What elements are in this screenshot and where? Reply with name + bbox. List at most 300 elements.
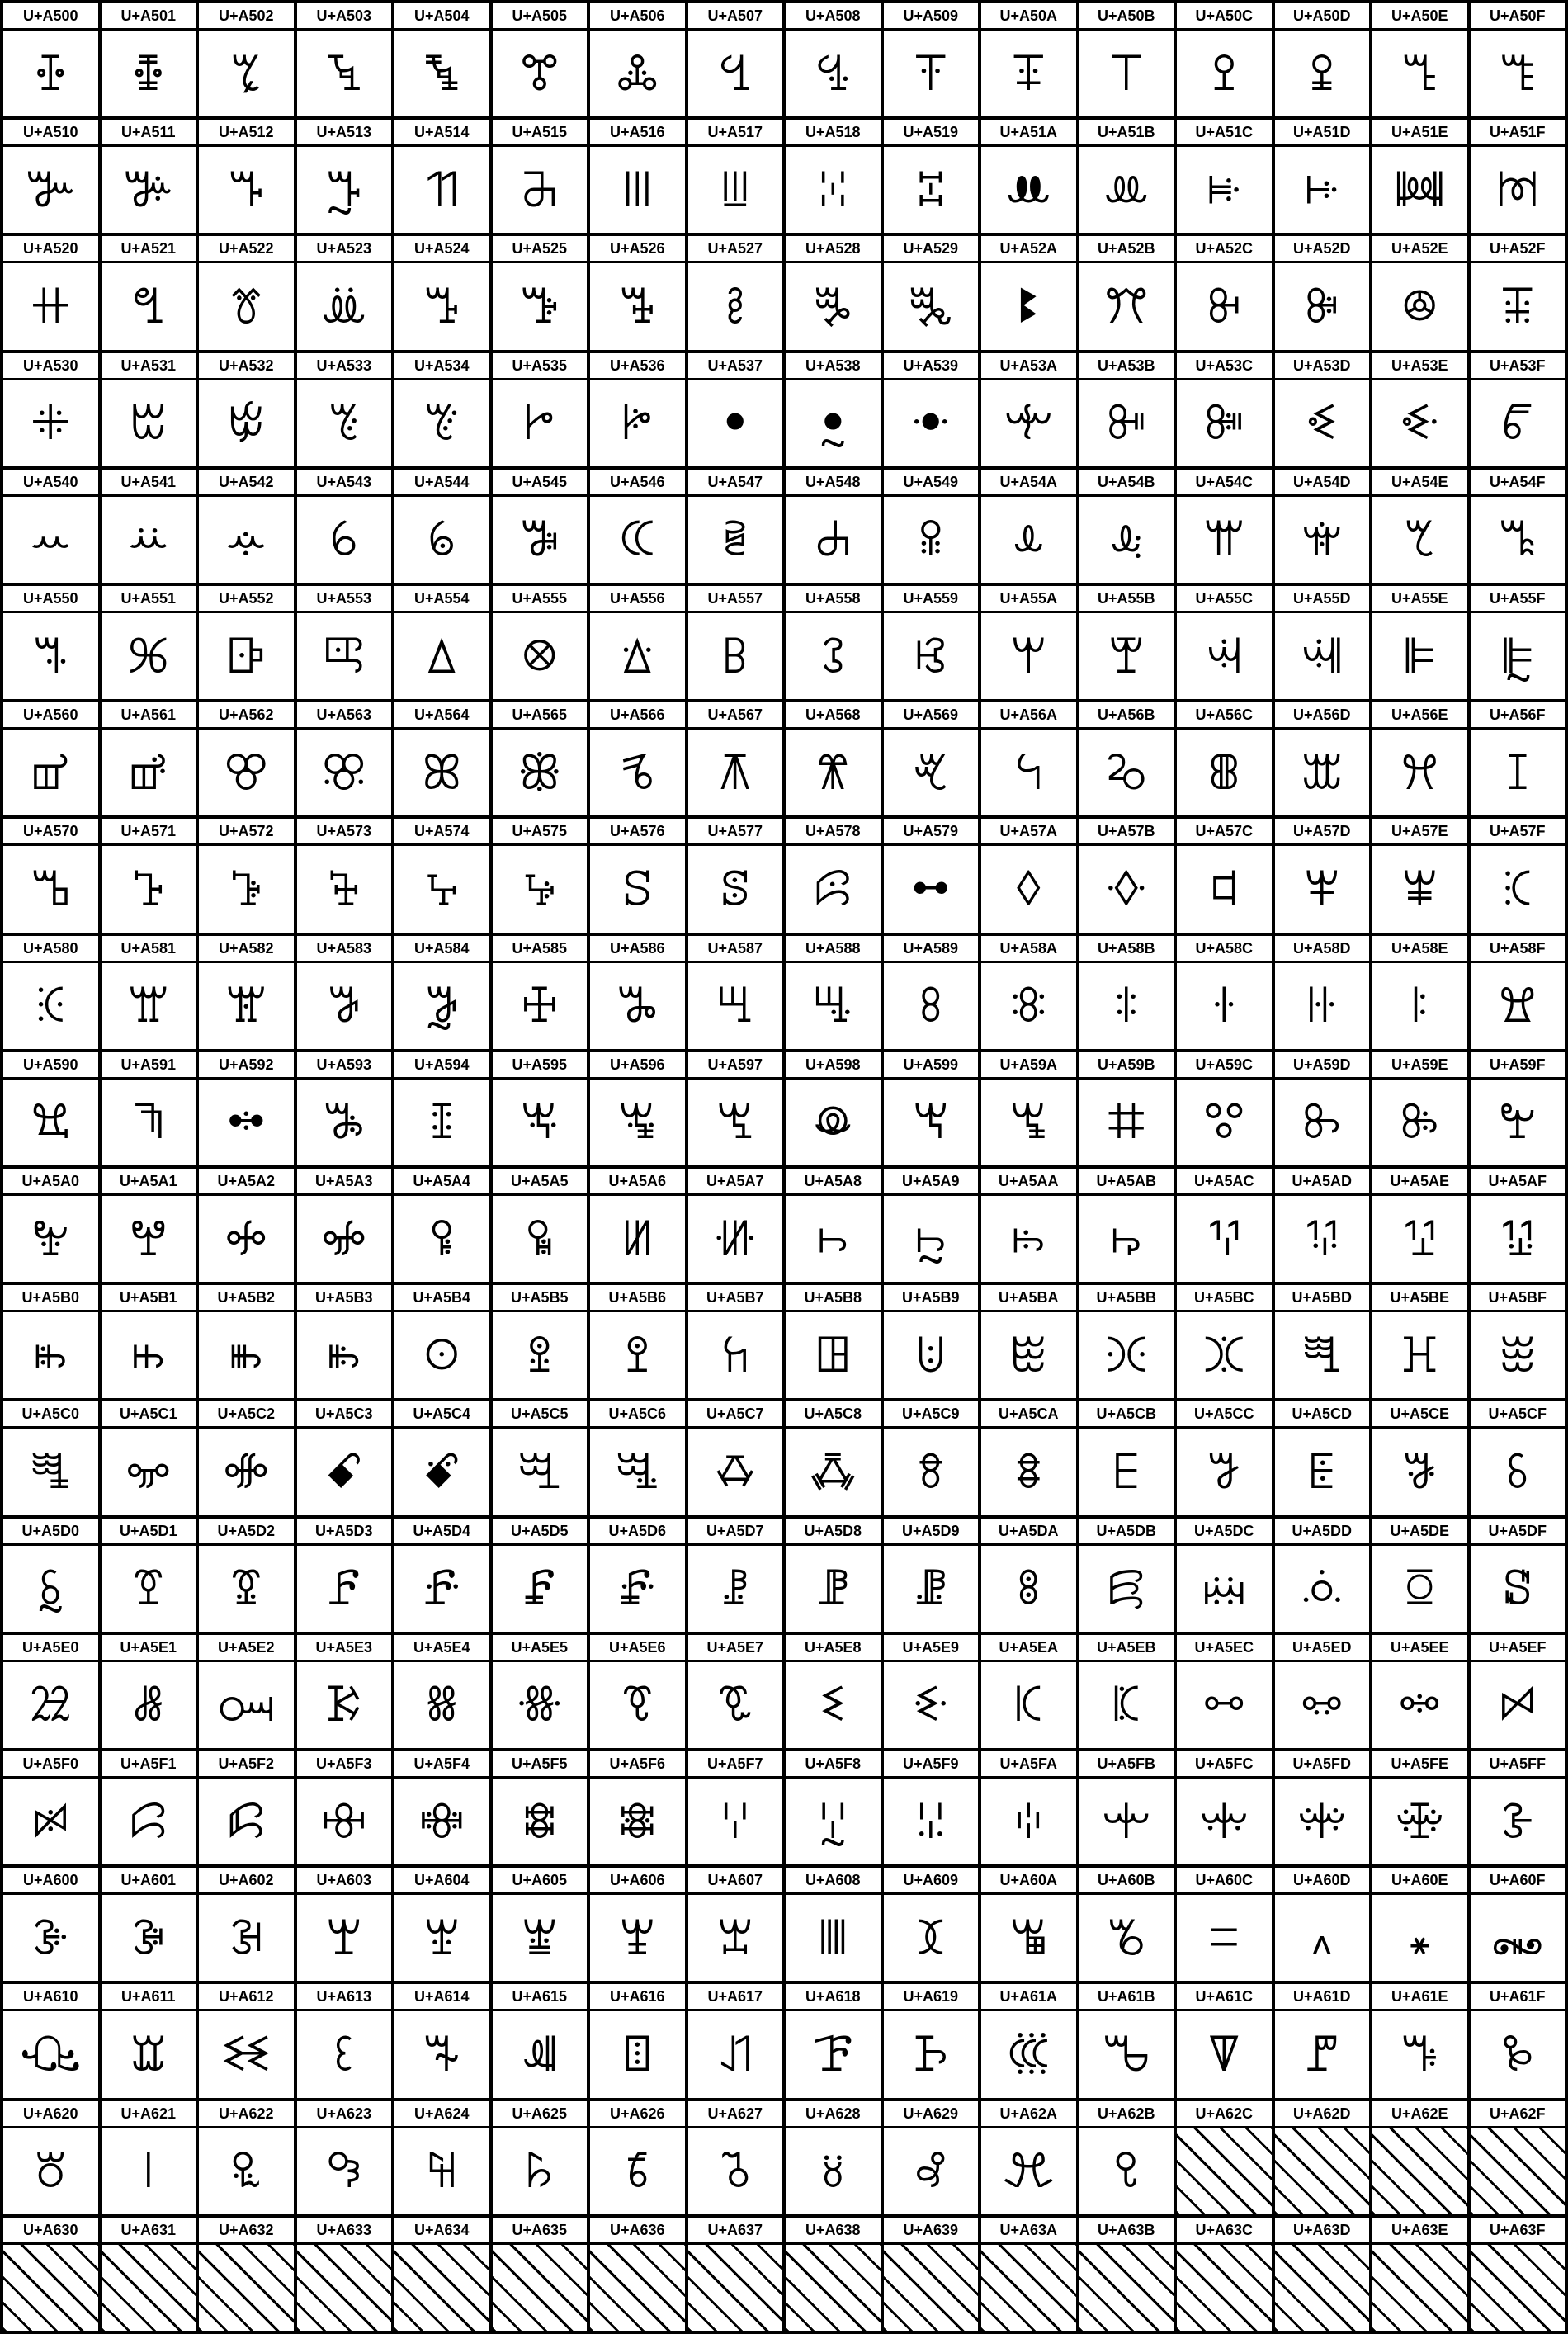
glyph: ꖂ [224, 977, 267, 1034]
glyph: ꗝ [1300, 1560, 1344, 1617]
codepoint-label: U+A521 [102, 236, 196, 263]
glyph: ꗙ [913, 1560, 948, 1617]
codepoint-label: U+A55A [981, 586, 1076, 613]
unassigned-cell [1275, 2101, 1370, 2214]
codepoint-label: U+A5F1 [102, 1751, 196, 1779]
glyph-cell [590, 1285, 685, 1398]
codepoint-label: U+A5B1 [102, 1285, 196, 1312]
glyph: ꖳ [326, 1326, 362, 1383]
glyph: ꕢ [223, 744, 269, 801]
glyph-cell [1372, 819, 1467, 932]
codepoint-label: U+A53E [1372, 353, 1467, 380]
glyph: ꔪ [1017, 277, 1040, 334]
glyph: ꔊ [1010, 45, 1046, 102]
glyph: ꕮ [1400, 744, 1439, 801]
glyph: ꕰ [30, 860, 71, 917]
codepoint-label: U+A529 [884, 236, 979, 263]
unassigned-cell [1471, 2218, 1566, 2331]
glyph-cell [3, 236, 98, 349]
glyph-cell [297, 353, 392, 466]
codepoint-label: U+A502 [199, 3, 294, 31]
codepoint-label: U+A511 [102, 120, 196, 147]
glyph: ꕠ [31, 744, 71, 801]
glyph: ꗓ [326, 1560, 362, 1617]
codepoint-label: U+A5C6 [590, 1401, 685, 1429]
codepoint-label: U+A629 [884, 2101, 979, 2128]
glyph-cell [688, 1984, 783, 2097]
codepoint-label: U+A622 [199, 2101, 294, 2128]
glyph-cell [688, 1052, 783, 1165]
codepoint-label: U+A50E [1372, 3, 1467, 31]
glyph: ꗞ [1404, 1560, 1436, 1617]
codepoint-label: U+A5E9 [884, 1635, 979, 1662]
glyph-cell [199, 1868, 294, 1981]
glyph: ꕳ [327, 860, 361, 917]
glyph: ꗎ [1401, 1443, 1438, 1500]
glyph-cell [1471, 819, 1566, 932]
codepoint-label: U+A534 [394, 353, 489, 380]
codepoint-label: U+A564 [394, 702, 489, 730]
glyph: ꖷ [720, 1326, 749, 1383]
glyph-cell [1177, 1519, 1272, 1632]
codepoint-label: U+A5A1 [102, 1169, 196, 1196]
glyph: ꔗ [720, 161, 750, 218]
glyph-cell [1275, 1401, 1370, 1514]
glyph: ꕒ [226, 627, 267, 684]
glyph: ꕲ [229, 860, 263, 917]
glyph-cell [688, 2101, 783, 2214]
glyph: ꕿ [1502, 860, 1533, 917]
codepoint-label: U+A5D2 [199, 1519, 294, 1546]
glyph-cell [1372, 1401, 1467, 1514]
glyph: ꕾ [1400, 860, 1438, 917]
glyph: ꔤ [423, 277, 460, 334]
glyph: ꕧ [717, 744, 753, 801]
glyph-cell [102, 702, 196, 815]
glyph-cell [981, 470, 1076, 583]
glyph: ꗲ [226, 1793, 266, 1850]
glyph-cell [1275, 586, 1370, 699]
glyph-cell [102, 1868, 196, 1981]
codepoint-label: U+A63E [1372, 2218, 1467, 2245]
glyph: ꗵ [522, 1793, 557, 1850]
glyph: ꖍ [1306, 977, 1338, 1034]
glyph: ꔣ [320, 277, 368, 334]
glyph-cell [199, 819, 294, 932]
codepoint-label: U+A514 [394, 120, 489, 147]
glyph-cell [1275, 819, 1370, 932]
glyph: ꕴ [424, 860, 460, 917]
glyph-cell [102, 236, 196, 349]
unassigned-hatch [1372, 2245, 1467, 2331]
glyph: ꗕ [522, 1560, 557, 1617]
codepoint-label: U+A5EC [1177, 1635, 1272, 1662]
glyph: ꗜ [1202, 1560, 1247, 1617]
codepoint-label: U+A5E4 [394, 1635, 489, 1662]
glyph: ꘑ [130, 2025, 168, 2082]
glyph-cell [3, 1635, 98, 1748]
codepoint-label: U+A59F [1471, 1052, 1566, 1080]
glyph: ꘓ [333, 2025, 355, 2082]
codepoint-label: U+A62D [1275, 2101, 1370, 2128]
glyph: ꕚ [1009, 627, 1047, 684]
glyph: ꖀ [35, 977, 66, 1034]
unassigned-hatch [1079, 2245, 1174, 2331]
glyph-cell [1079, 819, 1174, 932]
glyph-cell [199, 470, 294, 583]
glyph-cell [786, 1052, 881, 1165]
glyph: ꗿ [1500, 1793, 1535, 1850]
glyph-cell [884, 1984, 979, 2097]
glyph-cell [3, 702, 98, 815]
codepoint-label: U+A565 [493, 702, 588, 730]
codepoint-label: U+A54F [1471, 470, 1566, 497]
codepoint-label: U+A607 [688, 1868, 783, 1895]
glyph-cell [590, 819, 685, 932]
glyph-cell [102, 1052, 196, 1165]
glyph: ꖣ [320, 1210, 368, 1267]
unassigned-cell [394, 2218, 489, 2331]
codepoint-label: U+A52A [981, 236, 1076, 263]
glyph-cell [102, 1169, 196, 1282]
codepoint-label: U+A587 [688, 936, 783, 963]
glyph: ꕎ [1403, 511, 1436, 568]
glyph: ꖲ [228, 1326, 264, 1383]
codepoint-label: U+A56E [1372, 702, 1467, 730]
glyph: ꗫ [1111, 1676, 1141, 1733]
codepoint-label: U+A5C0 [3, 1401, 98, 1429]
codepoint-label: U+A591 [102, 1052, 196, 1080]
codepoint-label: U+A51B [1079, 120, 1174, 147]
glyph-cell [786, 2101, 881, 2214]
codepoint-label: U+A601 [102, 1868, 196, 1895]
glyph: ꗥ [516, 1676, 564, 1733]
glyph: ꗑ [131, 1560, 166, 1617]
glyph: ꖰ [32, 1326, 68, 1383]
glyph-cell [786, 353, 881, 466]
glyph: ꕗ [722, 627, 749, 684]
codepoint-label: U+A5B7 [688, 1285, 783, 1312]
unassigned-cell [1275, 2218, 1370, 2331]
unassigned-cell [493, 2218, 588, 2331]
glyph-cell [199, 1519, 294, 1632]
glyph: ꔙ [916, 161, 946, 218]
glyph: ꖎ [1410, 977, 1429, 1034]
glyph-cell [1079, 3, 1174, 116]
glyph: ꖨ [816, 1210, 850, 1267]
codepoint-label: U+A505 [493, 3, 588, 31]
glyph-cell [1471, 1519, 1566, 1632]
codepoint-label: U+A639 [884, 2218, 979, 2245]
codepoint-label: U+A635 [493, 2218, 588, 2245]
unassigned-hatch [297, 2245, 392, 2331]
glyph-cell [1275, 3, 1370, 116]
codepoint-label: U+A5B0 [3, 1285, 98, 1312]
unassigned-cell [981, 2218, 1076, 2331]
codepoint-label: U+A503 [297, 3, 392, 31]
glyph-cell [884, 1052, 979, 1165]
codepoint-label: U+A517 [688, 120, 783, 147]
codepoint-label: U+A62C [1177, 2101, 1272, 2128]
codepoint-label: U+A5A0 [3, 1169, 98, 1196]
codepoint-label: U+A59D [1275, 1052, 1370, 1080]
codepoint-label: U+A594 [394, 1052, 489, 1080]
glyph-cell [394, 120, 489, 233]
glyph: ꘩ [914, 2143, 948, 2199]
glyph-cell [590, 1635, 685, 1748]
glyph-cell [102, 1519, 196, 1632]
glyph-cell [590, 586, 685, 699]
unassigned-hatch [1471, 2128, 1566, 2214]
glyph-cell [102, 1984, 196, 2097]
codepoint-label: U+A571 [102, 819, 196, 846]
codepoint-label: U+A60D [1275, 1868, 1370, 1895]
glyph: ꔒ [227, 161, 265, 218]
glyph: ꔧ [725, 277, 746, 334]
glyph-cell [493, 2101, 588, 2214]
codepoint-label: U+A627 [688, 2101, 783, 2128]
codepoint-label: U+A509 [884, 3, 979, 31]
glyph-cell [297, 702, 392, 815]
codepoint-label: U+A585 [493, 936, 588, 963]
glyph-cell [1372, 1751, 1467, 1864]
codepoint-label: U+A58B [1079, 936, 1174, 963]
codepoint-label: U+A58C [1177, 936, 1272, 963]
glyph-cell [3, 819, 98, 932]
glyph-cell [3, 1401, 98, 1514]
glyph-cell [786, 1635, 881, 1748]
glyph: ꘪ [1001, 2143, 1056, 2199]
glyph: ꖝ [1301, 1094, 1343, 1150]
codepoint-label: U+A50A [981, 3, 1076, 31]
glyph-cell [102, 586, 196, 699]
glyph-cell [981, 1519, 1076, 1632]
glyph: ꕬ [1207, 744, 1240, 801]
glyph: ꗠ [28, 1676, 73, 1733]
glyph-cell [786, 1401, 881, 1514]
glyph: ꘀ [31, 1909, 70, 1966]
glyph: ꕡ [128, 744, 168, 801]
codepoint-label: U+A541 [102, 470, 196, 497]
codepoint-label: U+A614 [394, 1984, 489, 2011]
codepoint-label: U+A51E [1372, 120, 1467, 147]
codepoint-label: U+A515 [493, 120, 588, 147]
glyph-cell [1471, 1285, 1566, 1398]
glyph-cell [981, 1984, 1076, 2097]
glyph-cell [1177, 1169, 1272, 1282]
glyph-cell [1177, 1635, 1272, 1748]
codepoint-label: U+A602 [199, 1868, 294, 1895]
glyph: ꗊ [1013, 1443, 1043, 1500]
glyph-cell [1177, 819, 1272, 932]
codepoint-label: U+A525 [493, 236, 588, 263]
codepoint-label: U+A5F6 [590, 1751, 685, 1779]
codepoint-label: U+A5F5 [493, 1751, 588, 1779]
glyph-cell [1471, 702, 1566, 815]
glyph-cell [3, 3, 98, 116]
codepoint-label: U+A510 [3, 120, 98, 147]
glyph-cell [1275, 1052, 1370, 1165]
glyph: ꔷ [723, 395, 747, 451]
glyph: ꔡ [130, 277, 166, 334]
glyph-cell [102, 120, 196, 233]
codepoint-label: U+A54A [981, 470, 1076, 497]
glyph: ꖵ [527, 1326, 553, 1383]
codepoint-label: U+A606 [590, 1868, 685, 1895]
codepoint-label: U+A621 [102, 2101, 196, 2128]
glyph: ꔛ [1103, 161, 1150, 218]
glyph: ꖈ [812, 977, 853, 1034]
glyph-cell [688, 1635, 783, 1748]
codepoint-label: U+A5FB [1079, 1751, 1174, 1779]
codepoint-label: U+A615 [493, 1984, 588, 2011]
codepoint-label: U+A58D [1275, 936, 1370, 963]
glyph: ꕤ [422, 744, 462, 801]
glyph-cell [786, 702, 881, 815]
glyph: ꖛ [1105, 1094, 1147, 1150]
codepoint-label: U+A60C [1177, 1868, 1272, 1895]
codepoint-label: U+A636 [590, 2218, 685, 2245]
glyph-cell [590, 236, 685, 349]
glyph-cell [3, 936, 98, 1049]
glyph-cell [1177, 1984, 1272, 2097]
glyph-cell [1471, 1169, 1566, 1282]
glyph-cell [1177, 3, 1272, 116]
glyph-cell [394, 1052, 489, 1165]
glyph-cell [981, 236, 1076, 349]
glyph-cell [3, 586, 98, 699]
glyph: ꕸ [813, 860, 852, 917]
unassigned-hatch [1471, 2245, 1566, 2331]
codepoint-label: U+A556 [590, 586, 685, 613]
codepoint-label: U+A612 [199, 1984, 294, 2011]
glyph: ꔓ [325, 161, 363, 218]
glyph-cell [3, 1984, 98, 2097]
codepoint-label: U+A5CB [1079, 1401, 1174, 1429]
codepoint-label: U+A58A [981, 936, 1076, 963]
glyph: ꘙ [912, 2025, 949, 2082]
codepoint-label: U+A5AE [1372, 1169, 1467, 1196]
glyph-cell [297, 819, 392, 932]
glyph-cell [1372, 353, 1467, 466]
glyph-cell [394, 1285, 489, 1398]
glyph: ꗸ [818, 1793, 848, 1850]
codepoint-label: U+A54C [1177, 470, 1272, 497]
unassigned-hatch [1372, 2128, 1467, 2214]
glyph-cell [102, 470, 196, 583]
codepoint-label: U+A539 [884, 353, 979, 380]
glyph-cell [102, 819, 196, 932]
codepoint-label: U+A547 [688, 470, 783, 497]
glyph-cell [981, 586, 1076, 699]
glyph: ꖐ [30, 1094, 71, 1150]
glyph: ꔘ [818, 161, 848, 218]
codepoint-label: U+A598 [786, 1052, 881, 1080]
glyph-cell [590, 1169, 685, 1282]
glyph-cell [981, 353, 1076, 466]
codepoint-label: U+A623 [297, 2101, 392, 2128]
codepoint-label: U+A5D9 [884, 1519, 979, 1546]
codepoint-label: U+A5AF [1471, 1169, 1566, 1196]
glyph: ꘚ [1006, 2025, 1051, 2082]
codepoint-label: U+A588 [786, 936, 881, 963]
glyph: ꕔ [424, 627, 459, 684]
codepoint-label: U+A506 [590, 3, 685, 31]
glyph: ꔰ [30, 395, 72, 451]
codepoint-label: U+A5BF [1471, 1285, 1566, 1312]
glyph-cell [786, 470, 881, 583]
codepoint-label: U+A51A [981, 120, 1076, 147]
glyph: ꔯ [1499, 277, 1536, 334]
glyph: ꕷ [720, 860, 751, 917]
glyph: ꔀ [34, 45, 68, 102]
glyph-cell [884, 120, 979, 233]
glyph: ꖤ [428, 1210, 455, 1267]
glyph-cell [394, 1519, 489, 1632]
glyph: ꗐ [35, 1560, 65, 1617]
glyph-cell [981, 702, 1076, 815]
glyph: ꖘ [812, 1094, 854, 1150]
codepoint-label: U+A63B [1079, 2218, 1174, 2245]
glyph-cell [297, 1868, 392, 1981]
glyph: ꖺ [1009, 1326, 1047, 1383]
codepoint-label: U+A53C [1177, 353, 1272, 380]
glyph: ꖯ [1500, 1210, 1536, 1267]
codepoint-label: U+A55C [1177, 586, 1272, 613]
glyph-cell [884, 1169, 979, 1282]
codepoint-label: U+A57A [981, 819, 1076, 846]
glyph: ꘡ [143, 2143, 153, 2199]
codepoint-label: U+A5E8 [786, 1635, 881, 1662]
glyph-cell [297, 1401, 392, 1514]
glyph-cell [493, 1519, 588, 1632]
glyph: ꗗ [720, 1560, 750, 1617]
glyph-cell [394, 1868, 489, 1981]
codepoint-label: U+A61F [1471, 1984, 1566, 2011]
glyph: ꔭ [1304, 277, 1340, 334]
glyph-cell [884, 353, 979, 466]
glyph: ꕕ [521, 627, 559, 684]
codepoint-label: U+A605 [493, 1868, 588, 1895]
codepoint-label: U+A5E7 [688, 1635, 783, 1662]
codepoint-label: U+A528 [786, 236, 881, 263]
codepoint-label: U+A620 [3, 2101, 98, 2128]
codepoint-label: U+A513 [297, 120, 392, 147]
codepoint-label: U+A52B [1079, 236, 1174, 263]
codepoint-label: U+A56D [1275, 702, 1370, 730]
glyph-cell [1372, 702, 1467, 815]
glyph-cell [297, 1635, 392, 1748]
glyph-cell [1372, 1519, 1467, 1632]
glyph-cell [1471, 353, 1566, 466]
glyph: ꔲ [227, 395, 265, 451]
codepoint-label: U+A5A4 [394, 1169, 489, 1196]
codepoint-label: U+A5BC [1177, 1285, 1272, 1312]
glyph: ꗣ [325, 1676, 363, 1733]
codepoint-label: U+A5AC [1177, 1169, 1272, 1196]
glyph: ꗇ [713, 1443, 758, 1500]
glyph: ꗒ [229, 1560, 263, 1617]
codepoint-label: U+A53B [1079, 353, 1174, 380]
codepoint-label: U+A5F3 [297, 1751, 392, 1779]
glyph-cell [981, 1635, 1076, 1748]
glyph: ꖸ [815, 1326, 851, 1383]
codepoint-label: U+A5BA [981, 1285, 1076, 1312]
codepoint-label: U+A613 [297, 1984, 392, 2011]
codepoint-label: U+A633 [297, 2218, 392, 2245]
glyph: ꘦ [624, 2143, 650, 2199]
glyph-cell [1079, 1635, 1174, 1748]
